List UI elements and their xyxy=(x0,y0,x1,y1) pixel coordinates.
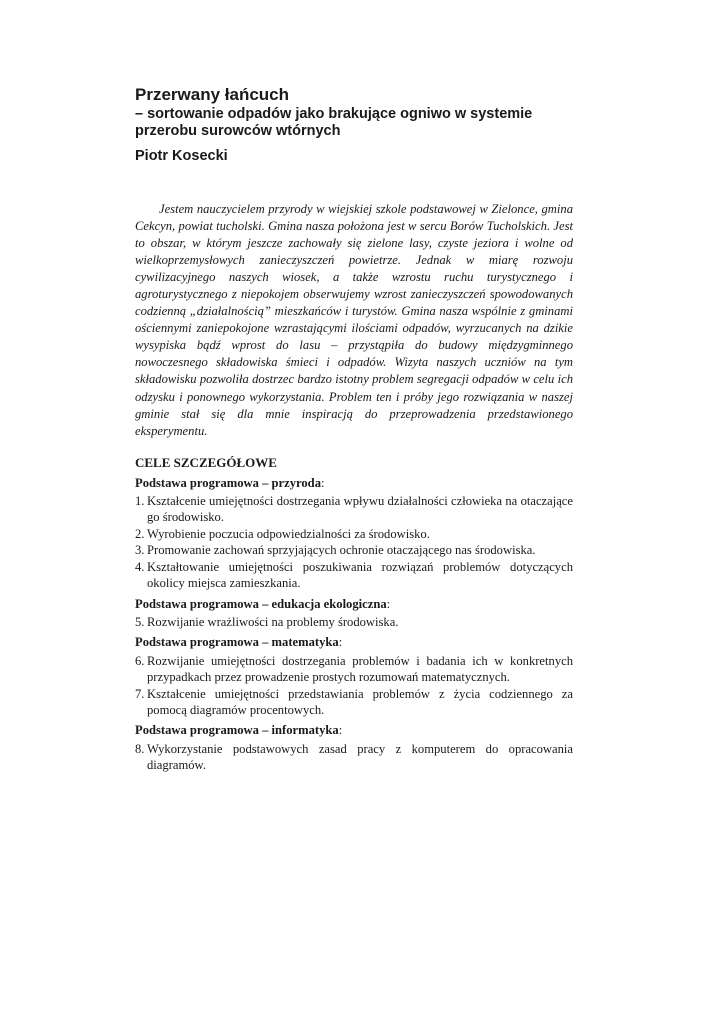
objectives-group: Podstawa programowa – informatyka: 8. Wykorzystanie podstawowych zasad pracy z komputerem do opracowania diagramów. xyxy=(135,723,573,773)
item-number: 1. xyxy=(135,494,145,509)
objectives-group: Podstawa programowa – edukacja ekologiczna: 5. Rozwijanie wrażliwości na problemy środowiska. xyxy=(135,596,573,631)
objectives-list xyxy=(135,493,573,591)
item-text: Rozwijanie umiejętności dostrzegania problemów i badania ich w konkretnych przypadkach przez prowadzenie prostych rozumowań matematycznych. xyxy=(147,653,573,685)
list-item xyxy=(135,526,573,542)
group-label: Podstawa programowa – edukacja ekologiczna xyxy=(135,596,387,611)
author-name: Piotr Kosecki xyxy=(135,148,228,164)
intro-paragraph: Jestem nauczycielem przyrody w wiejskiej szkole podstawowej w Zielonce, gmina Cekcyn, powiat tucholski. Gmina nasza położona jest w sercu Borów Tucholskich. Jest to obszar, w którym jeszcze zachowały się zielone lasy, czyste jeziora i wolne od wielkoprzemysłowych zanieczyszczeń powietrze. Jednak w miarę rozwoju cywilizacyjnego naszych wiosek, a także wzrostu ruchu turystycznego i agroturystycznego z niepokojem obserwujemy wzrost zanieczyszczeń spowodowanych codzienną „działalnością” mieszkańców i turystów. Gmina nasza wspólnie z gminami ościennymi zaniepokojone wzrastającymi ilościami odpadów, wyrzucanych na dzikie wysypiska bądź wprost do lasu – przystąpiła do budowy międzygminnego nowoczesnego składowiska śmieci i odpadów. Wizyta naszych uczniów na tym składowisku pozwoliła dostrzec bardzo istotny problem segregacji odpadów w celu ich odzysku i ponownego wykorzystania. Problem ten i próby jego rozwiązania w naszej gminie stał się dla mnie inspiracją do przeprowadzenia przedstawionego eksperymentu. xyxy=(135,202,573,438)
item-number: 6. xyxy=(135,653,145,668)
list-item xyxy=(135,493,573,526)
objectives-group: Podstawa programowa – przyroda: 1. Kształcenie umiejętności dostrzegania wpływu działalności człowieka na otaczające go środowisko. 2. Wyrobienie poczucia odpowiedzialności za środowisko. 3. Promowanie zachowań sprzyjających ochronie otaczającego nas środowiska. 4. Kształtowanie umiejętności poszukiwania rozwiązań problemów dotyczących okolicy miejsca zamieszkania. xyxy=(135,475,573,591)
item-number: 7. xyxy=(135,686,145,701)
list-item xyxy=(135,686,573,719)
title-block xyxy=(135,85,573,165)
list-item xyxy=(135,542,573,558)
item-text: Kształcenie umiejętności dostrzegania wpływu działalności człowieka na otaczające go środowisko. xyxy=(147,494,573,525)
item-number: 4. xyxy=(135,559,145,574)
list-item xyxy=(135,614,573,630)
objectives-list xyxy=(135,614,573,630)
list-item xyxy=(135,559,573,592)
objectives-group: Podstawa programowa – matematyka: 6. Rozwijanie umiejętności dostrzegania problemów i badania ich w konkretnych przypadkach przez prowadzenie prostych rozumowań matematycznych. 7. Kształcenie umiejętności przedstawiania problemów z życia codziennego za pomocą diagramów procentowych. xyxy=(135,635,573,717)
item-number: 2. xyxy=(135,526,145,541)
objectives-section xyxy=(135,454,573,774)
document-subtitle: – sortowanie odpadów jako brakujące ogniwo w systemie przerobu surowców wtórnych xyxy=(135,106,533,139)
objectives-list xyxy=(135,653,573,719)
group-label: Podstawa programowa – przyroda xyxy=(135,475,321,490)
list-item xyxy=(135,741,573,774)
item-number: 8. xyxy=(135,741,145,756)
item-text: Rozwijanie wrażliwości na problemy środowiska. xyxy=(147,614,399,629)
group-label: Podstawa programowa – informatyka xyxy=(135,723,339,738)
section-heading: CELE SZCZEGÓŁOWE xyxy=(135,454,277,470)
list-item xyxy=(135,653,573,686)
item-text: Wykorzystanie podstawowych zasad pracy z komputerem do opracowania diagramów. xyxy=(147,741,573,773)
item-number: 5. xyxy=(135,614,145,629)
item-text: Kształcenie umiejętności przedstawiania problemów z życia codziennego za pomocą diagramów procentowych. xyxy=(147,686,573,717)
document-page xyxy=(135,85,573,774)
item-text: Kształtowanie umiejętności poszukiwania rozwiązań problemów dotyczących okolicy miejsca zamieszkania. xyxy=(147,559,573,591)
item-number: 3. xyxy=(135,543,145,558)
objectives-list xyxy=(135,741,573,774)
document-title: Przerwany łańcuch xyxy=(135,85,290,104)
item-text: Promowanie zachowań sprzyjających ochronie otaczającego nas środowiska. xyxy=(147,543,536,558)
item-text: Wyrobienie poczucia odpowiedzialności za środowisko. xyxy=(147,526,430,541)
group-label: Podstawa programowa – matematyka xyxy=(135,635,339,650)
